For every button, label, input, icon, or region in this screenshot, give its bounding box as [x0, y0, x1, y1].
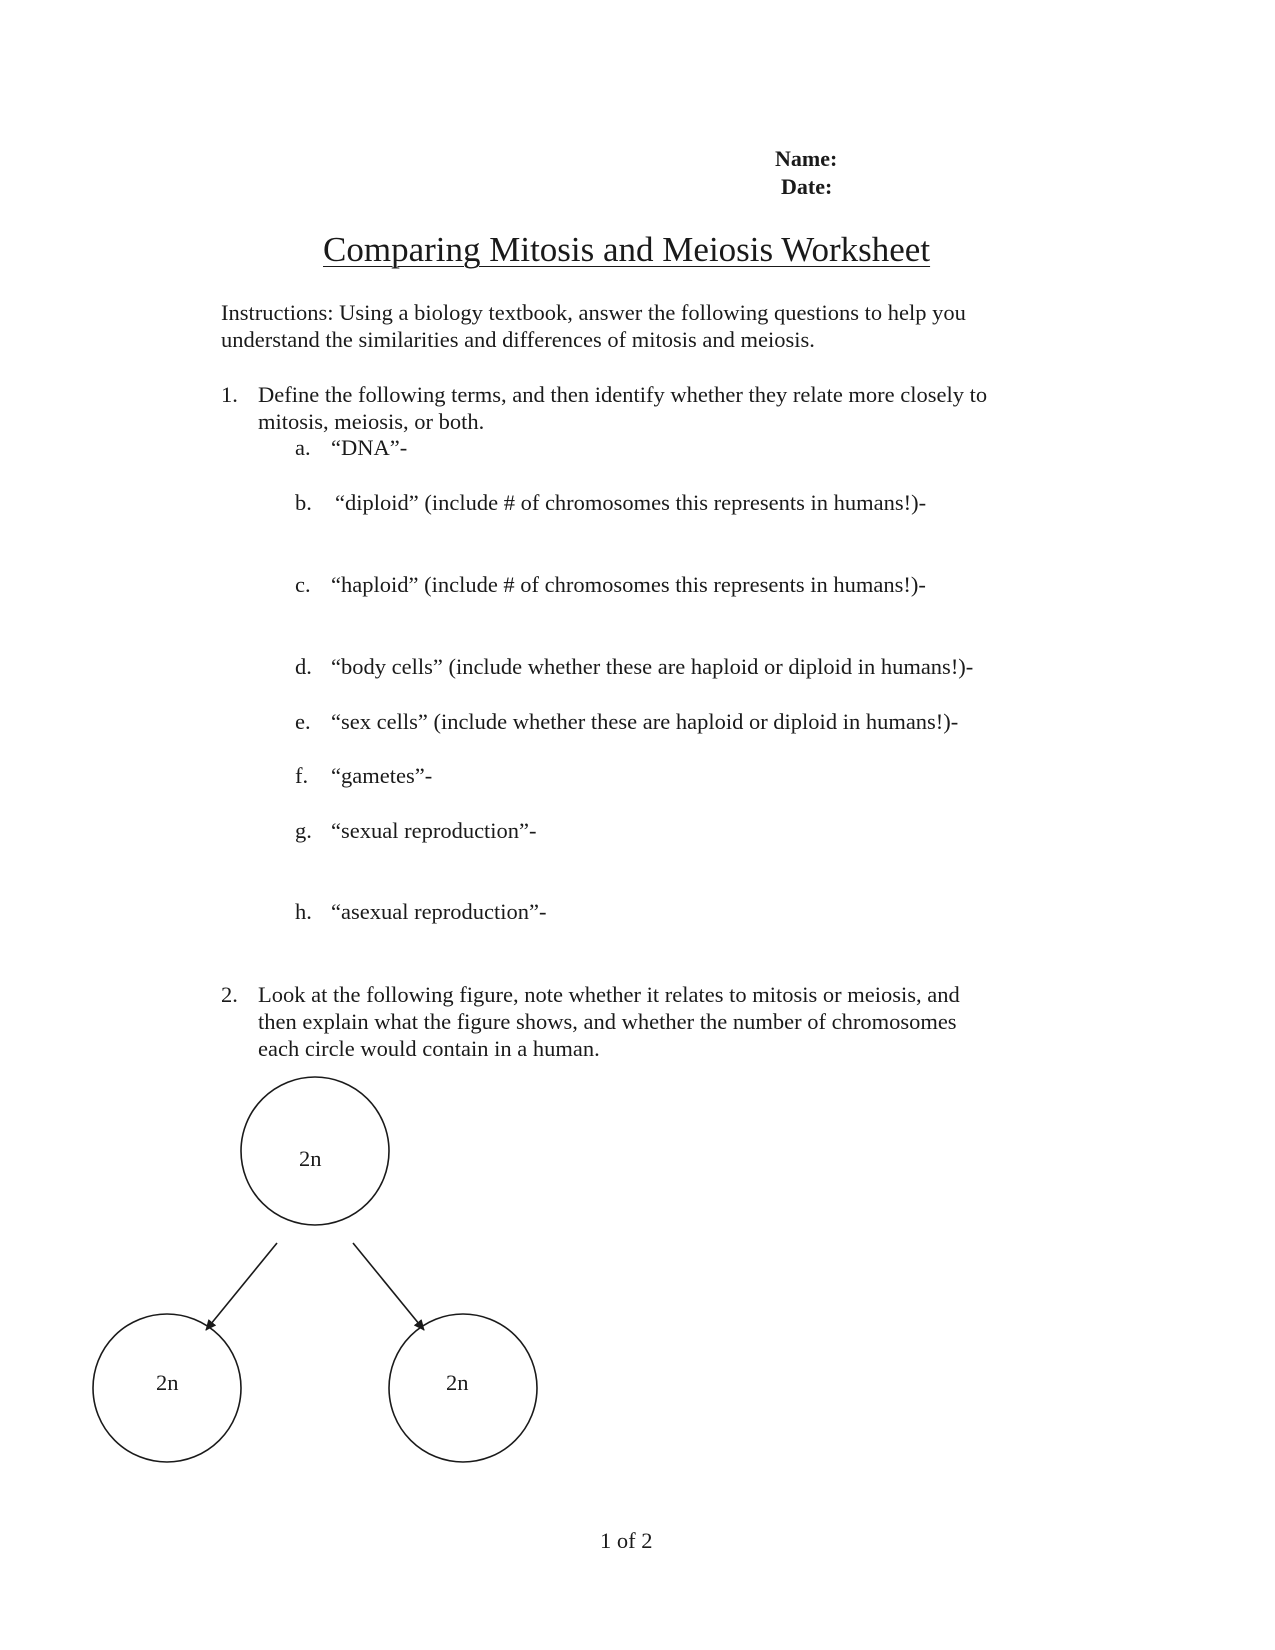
instructions-line-1: Instructions: Using a biology textbook, answer the following questions to help you: [221, 300, 966, 325]
term-letter: f.: [295, 763, 309, 788]
term-text: “DNA”-: [331, 435, 408, 460]
right-division-arrow: [353, 1243, 424, 1330]
left-daughter-cell-label: 2n: [156, 1370, 179, 1395]
page-number: 1 of 2: [600, 1528, 653, 1553]
term-text: “body cells” (include whether these are haploid or diploid in humans!)-: [331, 654, 974, 679]
date-label: Date:: [781, 174, 833, 199]
term-letter: h.: [295, 899, 312, 924]
page-title: Comparing Mitosis and Meiosis Worksheet: [323, 230, 931, 269]
name-label: Name:: [775, 146, 838, 171]
question-2-line-2: then explain what the figure shows, and whether the number of chromosomes: [258, 1009, 957, 1034]
term-text: “diploid” (include # of chromosomes this represents in humans!)-: [335, 490, 927, 515]
instructions-line-2: understand the similarities and differences of mitosis and meiosis.: [221, 327, 815, 352]
term-text: “haploid” (include # of chromosomes this represents in humans!)-: [331, 572, 926, 597]
question-1-number: 1.: [221, 382, 238, 407]
term-letter: c.: [295, 572, 311, 597]
term-text: “gametes”-: [331, 763, 433, 788]
question-2-number: 2.: [221, 982, 238, 1007]
term-text: “sexual reproduction”-: [331, 818, 537, 843]
question-1-line-1: Define the following terms, and then identify whether they relate more closely to: [258, 382, 988, 407]
term-letter: e.: [295, 709, 311, 734]
question-2-line-3: each circle would contain in a human.: [258, 1036, 600, 1061]
question-2-line-1: Look at the following figure, note whether it relates to mitosis or meiosis, and: [258, 982, 960, 1007]
term-text: “asexual reproduction”-: [331, 899, 547, 924]
term-letter: b.: [295, 490, 312, 515]
parent-cell-label: 2n: [299, 1146, 322, 1171]
left-division-arrow: [206, 1243, 277, 1330]
term-letter: a.: [295, 435, 311, 460]
right-daughter-cell-label: 2n: [446, 1370, 469, 1395]
question-1-line-2: mitosis, meiosis, or both.: [258, 409, 485, 434]
term-letter: g.: [295, 818, 312, 843]
term-letter: d.: [295, 654, 312, 679]
term-text: “sex cells” (include whether these are haploid or diploid in humans!)-: [331, 709, 959, 734]
